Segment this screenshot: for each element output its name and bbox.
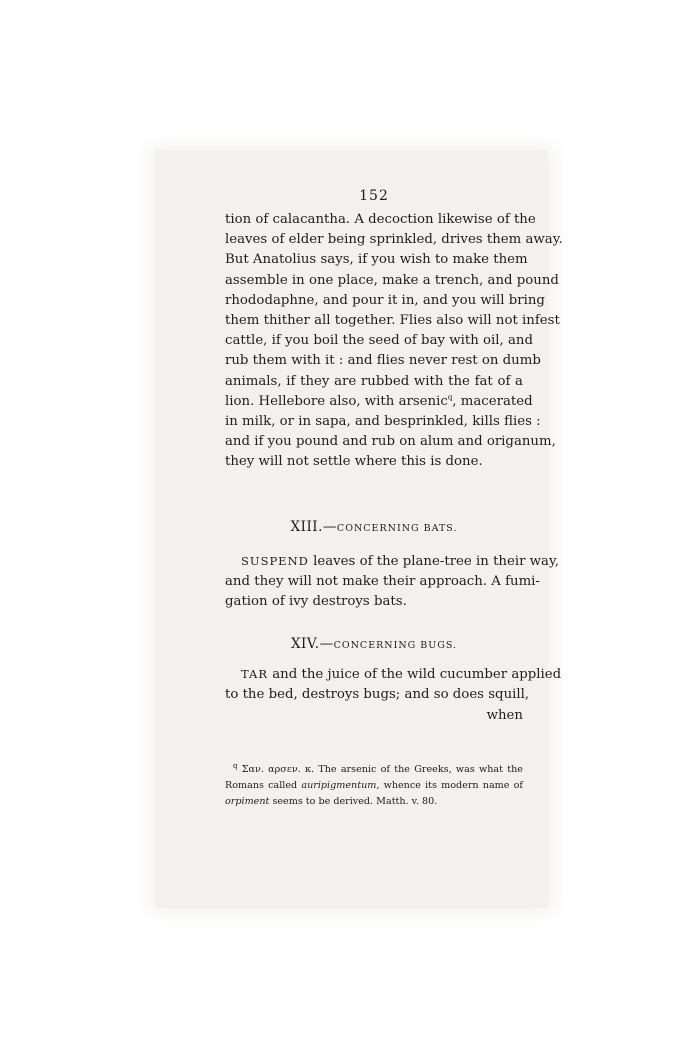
text-line: tion of calacantha. A decoction likewise of the (225, 212, 536, 227)
catchword: when (486, 707, 523, 723)
text-line: in milk, or in sapa, and besprinkled, kills flies : (225, 414, 541, 430)
text-line (225, 551, 559, 572)
text-line: assemble in one place, make a trench, and pound (225, 272, 559, 288)
text-line (225, 664, 562, 685)
lead-word: SUSPEND (241, 553, 309, 568)
section-dash: — (319, 636, 334, 653)
text-segment: seems to be derived. Matth. v. 80. (269, 795, 438, 807)
text-line: them thither all together. Flies also will not infest (225, 313, 560, 329)
section-title: CONCERNING BUGS. (333, 640, 458, 652)
page-number: 152 (359, 188, 389, 204)
footnote-line (225, 762, 523, 778)
paragraph-bugs (225, 664, 562, 726)
footnote-reference: q (447, 393, 453, 402)
footnote (225, 762, 523, 810)
text-line: cattle, if you boil the seed of bay with oil, and (225, 333, 533, 349)
footnote-greek: Σαν. αρσεν. κ. (241, 763, 315, 775)
text-line: gation of ivy destroys bats. (225, 594, 407, 610)
text-line: to the bed, destroys bugs; and so does squill, (225, 687, 530, 703)
text-segment: lion. Hellebore also, with arsenic (225, 393, 448, 409)
text-segment: Romans called (225, 779, 302, 791)
text-line: But Anatolius says, if you wish to make them (225, 252, 528, 268)
section-heading-bats (225, 519, 523, 535)
text-line: rhododaphne, and pour it in, and you will bring (225, 292, 545, 308)
text-line: and they will not make their approach. A fumi- (225, 573, 540, 589)
italic-term: orpiment (225, 795, 270, 807)
text-segment: and the juice of the wild cucumber applied (268, 667, 562, 683)
text-segment: The arsenic of the Greeks, was what the (314, 763, 523, 775)
text-line-with-note (225, 392, 533, 412)
lead-word: TAR (241, 667, 269, 682)
text-segment: whence its modern name of (379, 779, 523, 791)
footnote-line (225, 778, 523, 794)
text-line: animals, if they are rubbed with the fat of a (225, 373, 523, 389)
section-title: CONCERNING BATS. (336, 522, 458, 534)
paragraph-flies (225, 210, 563, 473)
text-line: and if you pound and rub on alum and origanum, (225, 434, 556, 450)
paragraph-bats (225, 551, 559, 613)
text-line: they will not settle where this is done. (225, 454, 483, 470)
section-heading-bugs (225, 636, 523, 652)
section-dash: — (322, 518, 337, 535)
text-segment: leaves of the plane-tree in their way, (308, 553, 559, 569)
footnote-mark: q (233, 761, 238, 770)
book-page (155, 150, 563, 908)
italic-term: auripigmentum, (301, 779, 380, 791)
footnote-line (225, 794, 523, 810)
text-line: rub them with it : and flies never rest on dumb (225, 353, 541, 369)
page-content (225, 188, 563, 810)
text-line: leaves of elder being sprinkled, drives them away. (225, 232, 563, 248)
text-segment: , macerated (452, 393, 533, 409)
section-number: XIII. (290, 518, 323, 535)
section-number: XIV. (290, 636, 320, 653)
